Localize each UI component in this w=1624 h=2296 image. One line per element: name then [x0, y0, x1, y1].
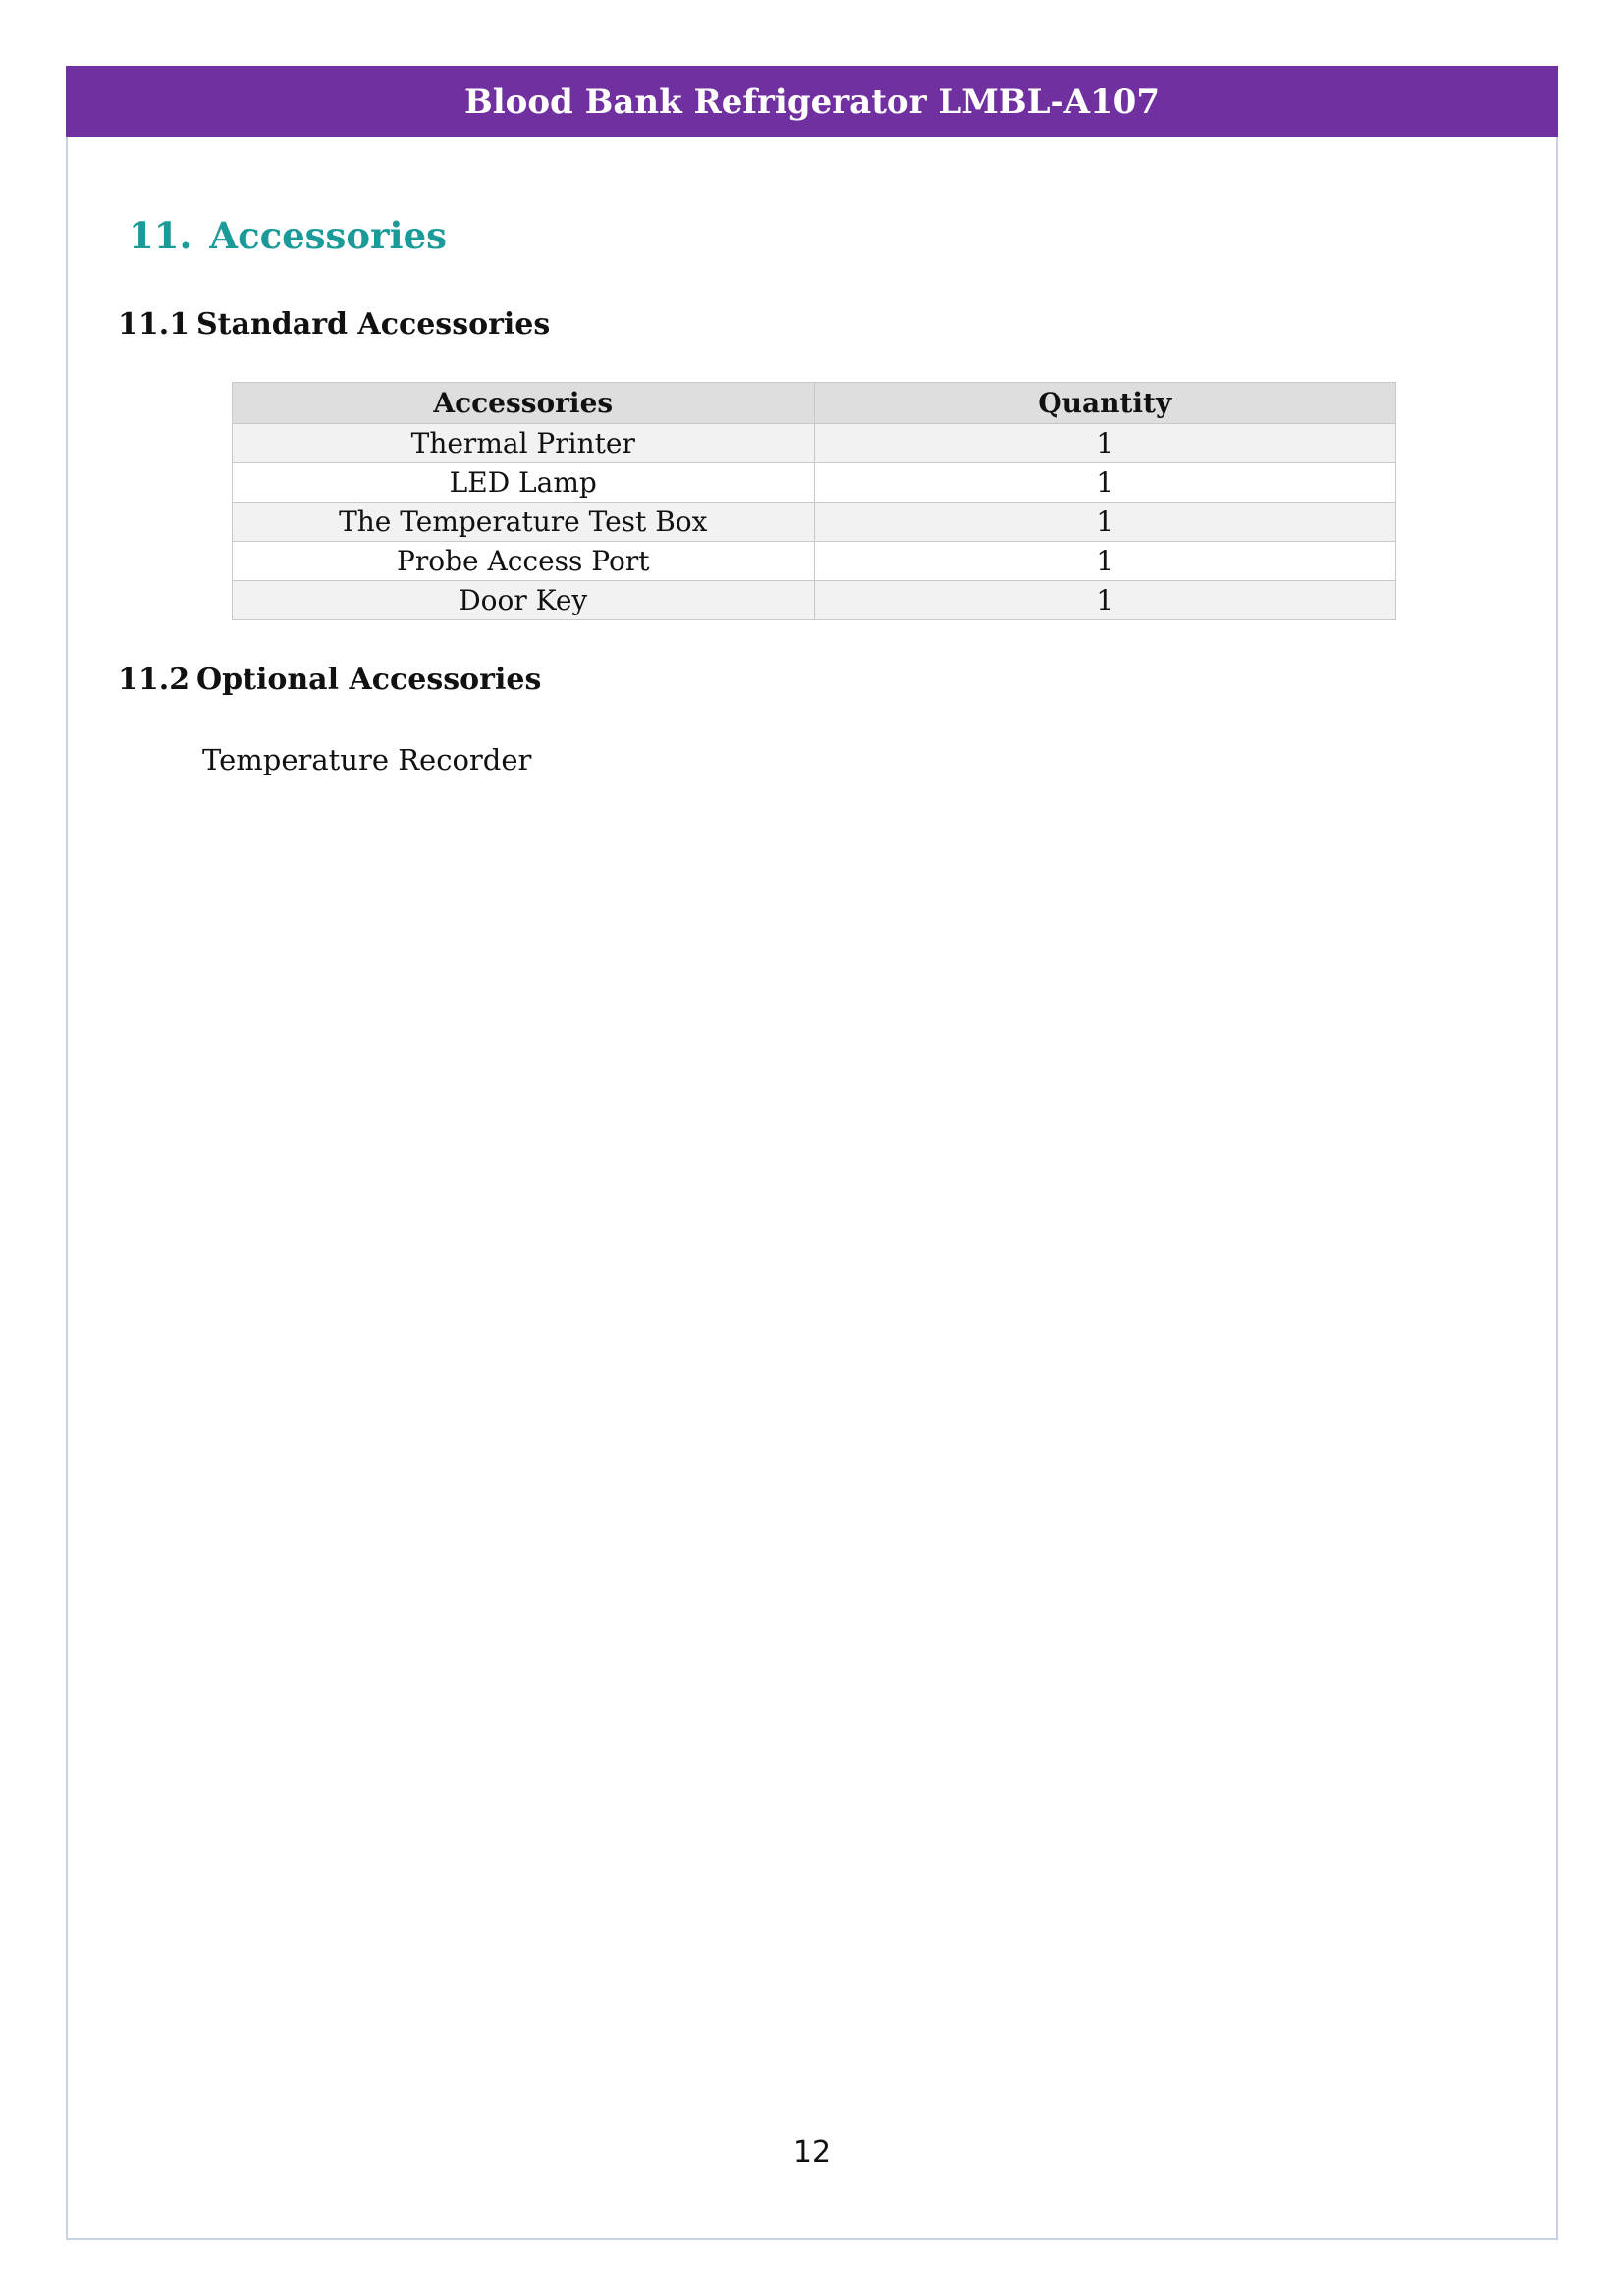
subsection-heading-optional — [118, 663, 541, 697]
table-row — [233, 581, 1396, 620]
table-row — [233, 424, 1396, 463]
accessories-table — [232, 382, 1396, 620]
table-row — [233, 503, 1396, 542]
accessory-name: Probe Access Port — [233, 542, 815, 581]
column-header-accessories: Accessories — [233, 383, 815, 424]
document-header — [66, 66, 1558, 137]
accessory-name: Door Key — [233, 581, 815, 620]
document-title: Blood Bank Refrigerator LMBL-A107 — [464, 81, 1160, 122]
optional-accessory-item: Temperature Recorder — [202, 743, 532, 776]
accessory-quantity: 1 — [814, 424, 1396, 463]
subsection-title: Optional Accessories — [196, 663, 542, 697]
section-title: Accessories — [209, 214, 447, 257]
table-row — [233, 463, 1396, 503]
page-number: 12 — [792, 2135, 832, 2169]
accessory-quantity: 1 — [814, 542, 1396, 581]
column-header-quantity: Quantity — [814, 383, 1396, 424]
table-row — [233, 542, 1396, 581]
accessory-name: Thermal Printer — [233, 424, 815, 463]
subsection-number: 11.1 — [118, 307, 190, 342]
accessory-quantity: 1 — [814, 581, 1396, 620]
section-number: 11. — [129, 214, 192, 257]
section-heading — [129, 214, 447, 257]
subsection-title: Standard Accessories — [196, 307, 551, 342]
subsection-heading-standard — [118, 307, 550, 342]
table-header-row — [233, 383, 1396, 424]
accessory-name: The Temperature Test Box — [233, 503, 815, 542]
accessory-name: LED Lamp — [233, 463, 815, 503]
subsection-number: 11.2 — [118, 663, 190, 697]
accessory-quantity: 1 — [814, 503, 1396, 542]
accessory-quantity: 1 — [814, 463, 1396, 503]
